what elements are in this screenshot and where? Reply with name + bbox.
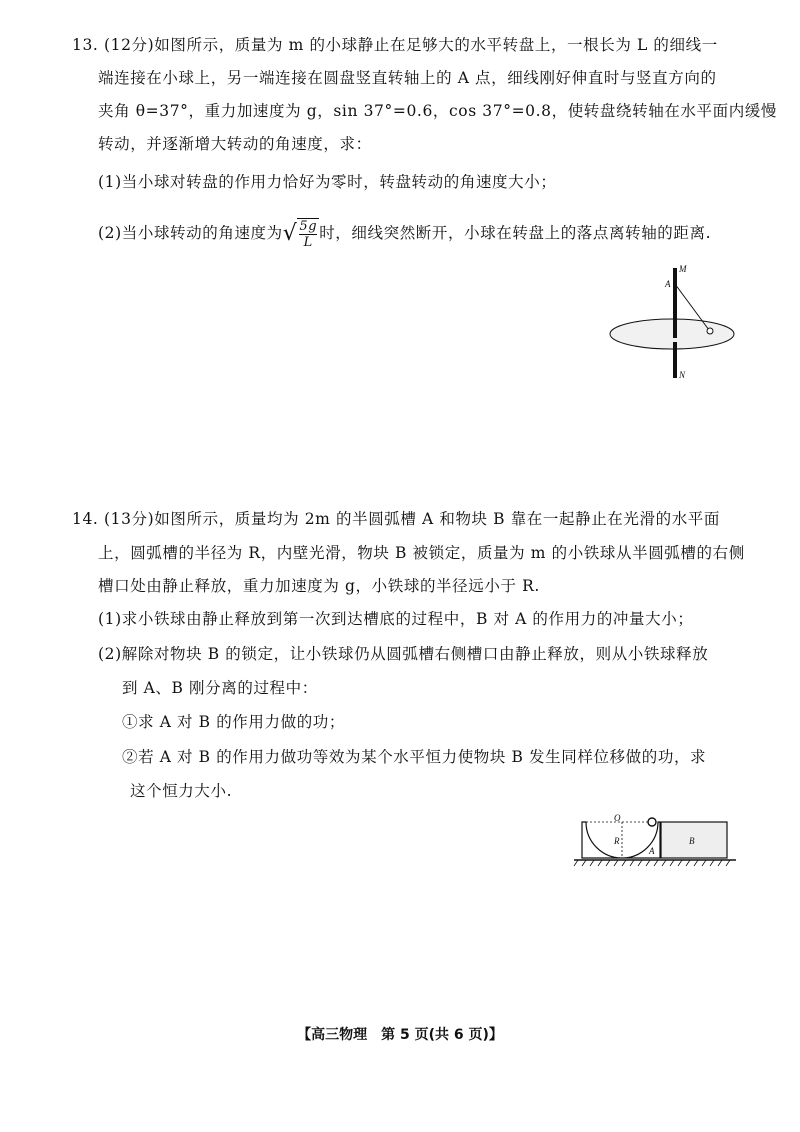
- sqrt-fraction: [283, 218, 319, 250]
- fraction-denominator: L: [303, 235, 313, 250]
- sqrt-sign-icon: √: [282, 221, 298, 246]
- label-o: O: [614, 813, 621, 823]
- ground-hatching: [574, 860, 730, 866]
- q13-line-2: 端连接在小球上，另一端连接在圆盘竖直转轴上的 A 点，细线刚好伸直时与竖直方向的: [98, 69, 717, 87]
- label-r: R: [614, 836, 620, 846]
- q14-line-2: 上，圆弧槽的半径为 R，内壁光滑，物块 B 被锁定，质量为 m 的小铁球从半圆弧槽的右侧: [98, 544, 745, 562]
- q14-sub-question-2-ii-line-1: ②若 A 对 B 的作用力做功等效为某个水平恒力使物块 B 发生同样位移做的功，求: [122, 748, 707, 766]
- q13-figure: [608, 262, 748, 384]
- q14-sub-question-2-line-2: 到 A、B 刚分离的过程中：: [122, 679, 318, 697]
- axis-lower: [673, 342, 677, 378]
- q14-line-3: 槽口处由静止释放，重力加速度为 g，小铁球的半径远小于 R.: [98, 577, 540, 595]
- q14-sub-question-2-i: ①求 A 对 B 的作用力做的功；: [122, 713, 345, 731]
- q14-sub-question-2-ii-line-2: 这个恒力大小.: [130, 782, 233, 800]
- fraction: [297, 218, 319, 250]
- ball-icon: [707, 328, 713, 334]
- q13-sub2-before: (2)当小球转动的角速度为: [98, 224, 283, 242]
- label-n: N: [679, 370, 686, 380]
- label-a: A: [665, 279, 671, 289]
- fraction-numerator: 5g: [299, 219, 318, 234]
- page-footer: 【高三物理 第 5 页(共 6 页)】: [297, 1027, 503, 1043]
- q13-sub-question-1: (1)当小球对转盘的作用力恰好为零时，转盘转动的角速度大小；: [98, 173, 557, 191]
- q14-line-1: 14. (13分)如图所示，质量均为 2m 的半圆弧槽 A 和物块 B 靠在一起静止在光滑的水平面: [72, 510, 721, 528]
- q13-line-3: 夹角 θ=37°，重力加速度为 g，sin 37°=0.6，cos 37°=0.8，使转盘绕转轴在水平面内缓慢: [98, 102, 778, 120]
- label-b: B: [689, 836, 695, 846]
- q13-sub-question-2: [98, 218, 711, 250]
- q13-sub2-after: 时，细线突然断开，小球在转盘上的落点离转轴的距离.: [319, 224, 712, 242]
- turntable-disk: [610, 319, 734, 349]
- q13-line-1: 13. (12分)如图所示，质量为 m 的小球静止在足够大的水平转盘上，一根长为 L 的细线一: [72, 36, 718, 54]
- q14-figure: [572, 810, 738, 872]
- q14-sub-question-2-line-1: (2)解除对物块 B 的锁定，让小铁球仍从圆弧槽右侧槽口由静止释放，则从小铁球释放: [98, 645, 709, 663]
- q14-sub-question-1: (1)求小铁球由静止释放到第一次到达槽底的过程中，B 对 A 的作用力的冲量大小；: [98, 610, 694, 628]
- q13-line-4: 转动，并逐渐增大转动的角速度，求：: [98, 135, 372, 153]
- label-a: A: [649, 846, 655, 856]
- axis-upper: [673, 268, 677, 338]
- iron-ball-icon: [648, 818, 656, 826]
- label-m: M: [679, 264, 687, 274]
